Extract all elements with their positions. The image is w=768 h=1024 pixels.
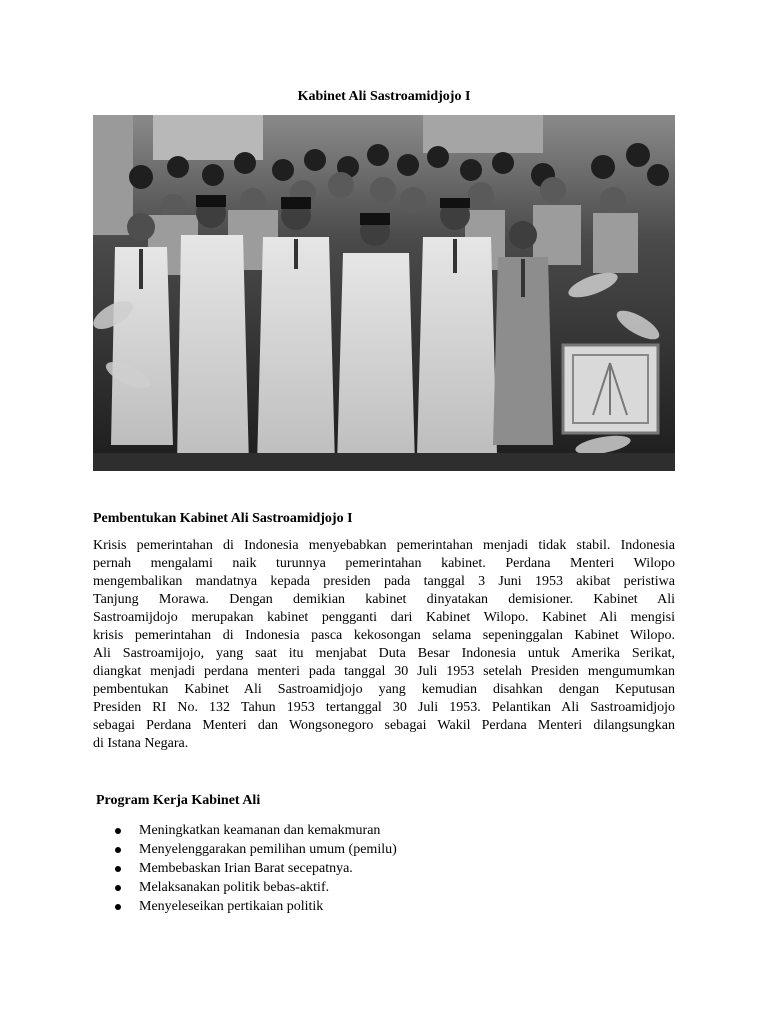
bullet-icon	[115, 828, 121, 834]
list-item	[113, 821, 397, 840]
bullet-icon	[115, 847, 121, 853]
bullet-icon	[115, 866, 121, 872]
list-item-text: Menyelenggarakan pemilihan umum (pemilu)	[139, 842, 397, 857]
paragraph-line: diangkat menjadi perdana menteri pada tanggal 30 Juli 1953 setelah Presiden mengumumkan	[93, 664, 675, 679]
bullet-icon	[115, 904, 121, 910]
bullet-icon	[115, 885, 121, 891]
program-list	[113, 821, 397, 916]
paragraph-line: Ali Sastroamijojo, yang saat itu menjabat Duta Besar Indonesia untuk Amerika Serikat,	[93, 646, 675, 661]
document-title: Kabinet Ali Sastroamidjojo I	[297, 89, 471, 104]
paragraph-line: pernah mengalami naik turunnya pemerintahan kabinet. Perdana Menteri Wilopo	[93, 556, 675, 571]
paragraph-line: Krisis pemerintahan di Indonesia menyebabkan pemerintahan menjadi tidak stabil. Indonesia	[93, 538, 675, 553]
paragraph-line: di Istana Negara.	[93, 736, 189, 751]
list-item	[113, 897, 397, 916]
paragraph-line: mengembalikan mandatnya kepada presiden pada tanggal 3 Juni 1953 akibat peristiwa	[93, 574, 675, 589]
list-item-text: Membebaskan Irian Barat secepatnya.	[139, 861, 353, 876]
list-item-text: Menyeleseikan pertikaian politik	[139, 899, 324, 914]
paragraph-line: Tanjung Morawa. Dengan demikian kabinet dinyatakan demisioner. Kabinet Ali	[93, 592, 675, 607]
paragraph-line: sebagai Perdana Menteri dan Wongsonegoro sebagai Wakil Perdana Menteri dilangsungkan	[93, 718, 675, 733]
paragraph-line: Presiden RI No. 132 Tahun 1953 tertanggal 30 Juli 1953. Pelantikan Ali Sastroamidjojo	[93, 700, 675, 715]
list-item	[113, 840, 397, 859]
section-heading-pembentukan: Pembentukan Kabinet Ali Sastroamidjojo I	[93, 511, 353, 526]
section-paragraph	[93, 537, 675, 753]
list-item	[113, 859, 397, 878]
paragraph-line: krisis pemerintahan di Indonesia pasca kekosongan selama sepeninggalan Kabinet Wilopo.	[93, 628, 675, 643]
paragraph-line: pembentukan Kabinet Ali Sastroamidjojo yang kemudian disahkan dengan Keputusan	[93, 682, 675, 697]
list-item-text: Melaksanakan politik bebas-aktif.	[139, 880, 330, 895]
section-heading-program-kerja: Program Kerja Kabinet Ali	[96, 793, 261, 808]
paragraph-line: Sastroamijdojo merupakan kabinet pengganti dari Kabinet Wilopo. Kabinet Ali mengisi	[93, 610, 675, 625]
list-item-text: Meningkatkan keamanan dan kemakmuran	[139, 823, 381, 838]
cabinet-group-photo	[93, 115, 675, 471]
list-item	[113, 878, 397, 897]
